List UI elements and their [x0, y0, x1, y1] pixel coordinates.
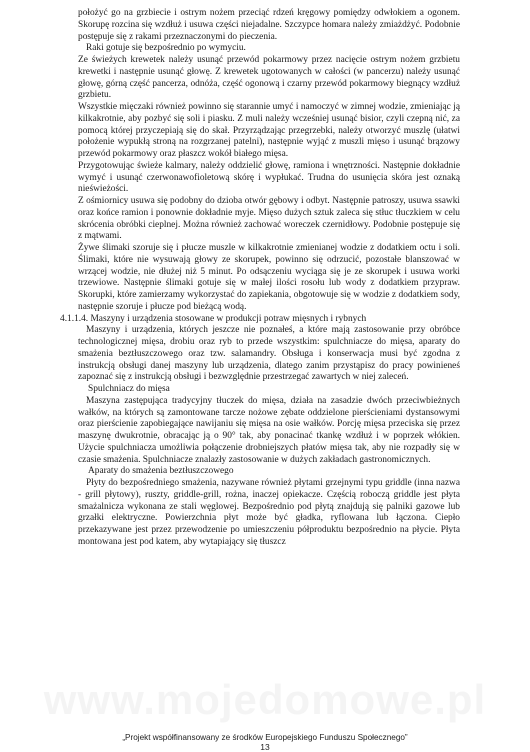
paragraph: Płyty do bezpośredniego smażenia, nazywane również płytami grzejnymi typu griddle (inna nazwa - grill płytowy), ruszty, griddle-grill, rożna, inaczej opiekacze. Częścią roboczą griddle jest płyta smażalnicza wykonana ze stali węglowej. Bezpośrednio pod płytą znajdują się palniki gazowe lub grzałki elektryczne. Powierzchnia płyt może być gładka, ryflowana lub łączona. Ciepło przekazywane jest przez przewodzenie po umieszczeniu półproduktu bezpośrednio na płycie. Płyta montowana jest pod katem, aby wytapiający się tłuszcz: [78, 478, 460, 547]
paragraph: Żywe ślimaki szoruje się i płucze muszle w kilkakrotnie zmienianej wodzie z dodatkiem octu i soli. Ślimaki, które nie wysuwają głowy ze skorupek, powinno się odrzucić, pozostałe blanszować w wrzącej wodzie, nie dłużej niż 5 minut. Po odsączeniu wyciąga się je ze skorupek i usuwa worki trzewiowe. Następnie ślimaki gotuje się w małej ilości rosołu lub wody z dodatkiem przypraw. Skorupki, które zamierzamy wykorzystać do zapiekania, obgotowuje się w wodzie z dodatkiem sody, następnie szoruje i płucze pod bieżącą wodą.: [78, 243, 460, 312]
paragraph: Raki gotuje się bezpośrednio po wymyciu.: [86, 43, 246, 54]
subheading: Aparaty do smażenia beztłuszczowego: [88, 466, 234, 477]
paragraph: Z ośmiornicy usuwa się podobny do dzioba otwór gębowy i odbyt. Następnie patroszy, usuwa ssawki oraz końce ramion i ponownie dokładnie myje. Mięso dużych sztuk zaleca się stłuc tłuczkiem w celu skrócenia obróbki cieplnej. Można również zachować woreczek czernidłowy. Podobnie postępuje się z mątwami.: [78, 196, 460, 242]
page-number: 13: [260, 742, 270, 752]
paragraph: położyć go na grzbiecie i ostrym nożem przeciąć rdzeń kręgowy pomiędzy odwłokiem a ogonem. Skorupę rozcina się wzdłuż i usuwa części niejadalne. Szczypce homara należy zmiażdżyć. Podobnie postępuje się z rakami przeznaczonymi do pieczenia.: [78, 8, 460, 42]
subheading: Spulchniacz do mięsa: [88, 384, 170, 394]
body-text: [60, 8, 460, 549]
paragraph: Ze świeżych krewetek należy usunąć przewód pokarmowy przez nacięcie ostrym nożem grzbietu krewetki i następnie usunąć głowę. Z krewetek ugotowanych w całości (w pancerzu) należy usunąć głowę, górną część pancerza, odnóża, część ogonową i czarny przewód pokarmowy biegnący wzdłuż grzbietu.: [78, 55, 460, 101]
paragraph: Maszyny i urządzenia, których jeszcze nie poznałeś, a które mają zastosowanie przy obróbce technologicznej mięsa, drobiu oraz ryb to przede wszystkim: spulchniacze do mięsa, aparaty do smażenia beztłuszczowego oraz tzw. salamandry. Obsługa i konserwacja musi być zgodna z instrukcją obsługi danej maszyny lub urządzenia, dlatego zanim przystąpisz do pracy powinieneś zapoznać się z instrukcją obsługi i bezwzględnie przestrzegać zawartych w niej zaleceń.: [78, 325, 460, 383]
footer-text: „Projekt współfinansowany ze środków Europejskiego Funduszu Społecznego”: [122, 733, 408, 742]
paragraph: Przygotowując świeże kalmary, należy oddzielić głowę, ramiona i wnętrzności. Następnie dokładnie wymyć i usunąć czerwonawofioletową skórę i wypłukać. Trudna do usunięcia skóra jest oznaką nieświeżości.: [78, 160, 460, 195]
watermark: [0, 676, 530, 724]
section-heading: 4.1.1.4. Maszyny i urządzenia stosowane w produkcji potraw mięsnych i rybnych: [60, 313, 367, 324]
paragraph: Wszystkie mięczaki również powinno się starannie umyć i namoczyć w zimnej wodzie, zmieniając ją kilkakrotnie, aby pozbyć się soli i piasku. Z muli należy wcześniej usunąć bisior, czyli czepną nić, za pomocą której przyczepiają się do skał. Przyrządzając przegrzebki, należy otworzyć muszlę (ułatwi położenie wypukłą stroną na rozgrzanej patelni), następnie wyjąć z muszli mięso i usunąć brązowy przewód pokarmowy oraz płaszcz wokół białego mięsa.: [78, 102, 460, 159]
paragraph: Maszyna zastępująca tradycyjny tłuczek do mięsa, działa na zasadzie dwóch przeciwbieżnych wałków, na których są zamontowane tarcze nożowe zębate oddzielone pierścieniami dystansowymi oraz pierścienie zapobiegające nawijaniu się mięsa na osie wałków. Porcję mięsa przeciska się przez maszynę dwukrotnie, obracając ją o 90° tak, aby ponacinać tkankę wzdłuż i w poprzek włókien. Użycie spulchniacza umożliwia połączenie drobniejszych płatów mięsa tak, aby nie rozpadły się w czasie smażenia. Spulchniacze znalazły zastosowanie w dużych zakładach gastronomicznych.: [78, 395, 460, 465]
